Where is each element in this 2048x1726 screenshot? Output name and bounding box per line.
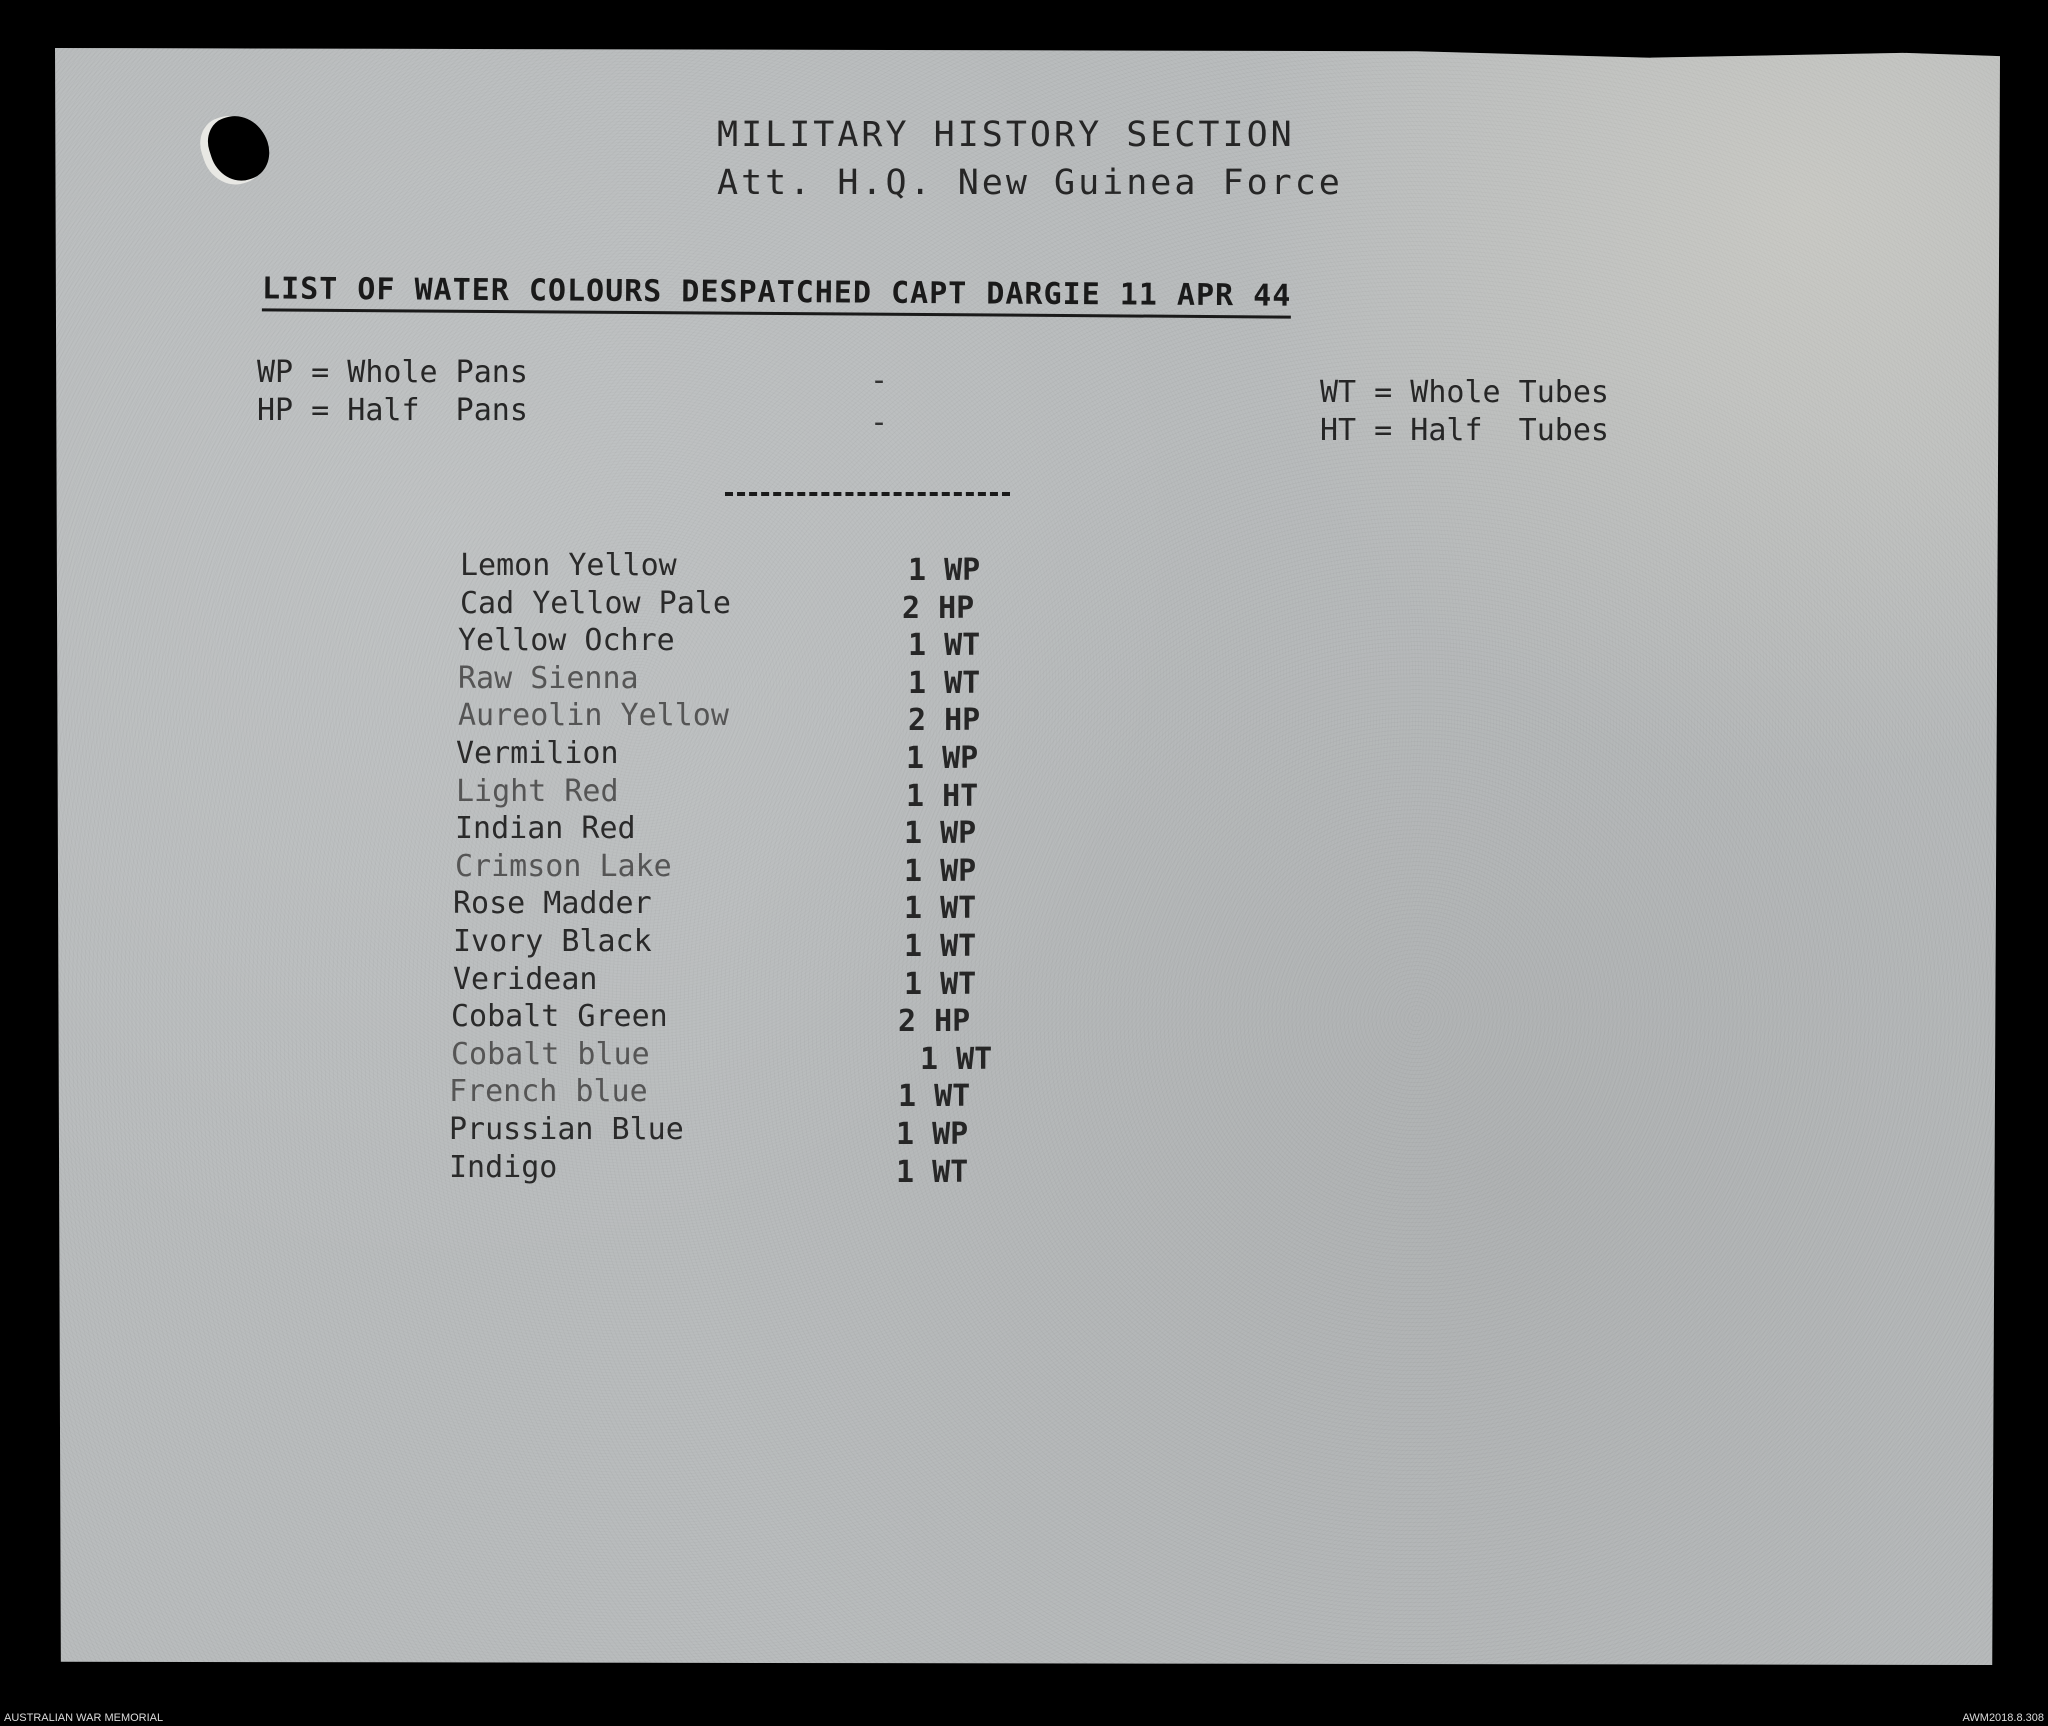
document-title: LIST OF WATER COLOURS DESPATCHED CAPT DARGIE 11 APR 44	[262, 271, 1292, 318]
legend-dash: -	[870, 405, 889, 440]
colour-name: Rose Madder	[453, 886, 652, 921]
footer-accession: AWM2018.8.308	[1962, 1712, 2044, 1724]
colour-quantity: 2 HP	[908, 703, 981, 738]
colour-quantity: 1 WT	[908, 666, 981, 701]
colour-quantity: 2 HP	[898, 1004, 971, 1039]
colour-quantity: 1 WT	[898, 1079, 971, 1114]
colour-name: Prussian Blue	[449, 1112, 684, 1147]
colour-quantity: 1 WT	[896, 1155, 969, 1190]
colour-name: Indian Red	[455, 811, 636, 846]
footer-credit: AUSTRALIAN WAR MEMORIAL	[4, 1712, 164, 1724]
colour-name: Light Red	[456, 774, 619, 809]
colour-quantity: 2 HP	[902, 591, 975, 626]
colour-quantity: 1 WT	[904, 891, 977, 926]
header-title: MILITARY HISTORY SECTION	[717, 115, 1295, 155]
colour-quantity: 1 WT	[904, 967, 977, 1002]
legend-wt: WT = Whole Tubes	[1320, 375, 1609, 410]
colour-name: Ivory Black	[453, 924, 652, 959]
colour-quantity: 1 WP	[904, 816, 977, 851]
colour-quantity: 1 WP	[908, 553, 981, 588]
colour-name: Vermilion	[456, 736, 619, 771]
colour-name: French blue	[449, 1074, 648, 1109]
colour-name: Lemon Yellow	[460, 548, 677, 583]
colour-name: Cad Yellow Pale	[460, 586, 731, 621]
header-subtitle: Att. H.Q. New Guinea Force	[717, 163, 1343, 203]
colour-name: Crimson Lake	[455, 849, 672, 884]
legend-dash: -	[870, 363, 889, 398]
separator-line	[725, 492, 1010, 496]
colour-quantity: 1 WP	[906, 741, 979, 776]
legend-wp: WP = Whole Pans	[257, 355, 528, 390]
colour-name: Indigo	[449, 1150, 558, 1185]
colour-name: Veridean	[453, 962, 598, 997]
colour-name: Cobalt Green	[451, 999, 668, 1034]
colour-name: Aureolin Yellow	[458, 698, 729, 733]
colour-quantity: 1 HT	[906, 779, 979, 814]
legend-hp: HP = Half Pans	[257, 393, 528, 428]
colour-name: Raw Sienna	[458, 661, 639, 696]
legend-ht: HT = Half Tubes	[1320, 413, 1609, 448]
colour-quantity: 1 WP	[904, 854, 977, 889]
colour-name: Yellow Ochre	[458, 623, 675, 658]
colour-quantity: 1 WT	[908, 628, 981, 663]
colour-quantity: 1 WP	[896, 1117, 969, 1152]
colour-quantity: 1 WT	[920, 1042, 993, 1077]
colour-quantity: 1 WT	[904, 929, 977, 964]
colour-name: Cobalt blue	[451, 1037, 650, 1072]
